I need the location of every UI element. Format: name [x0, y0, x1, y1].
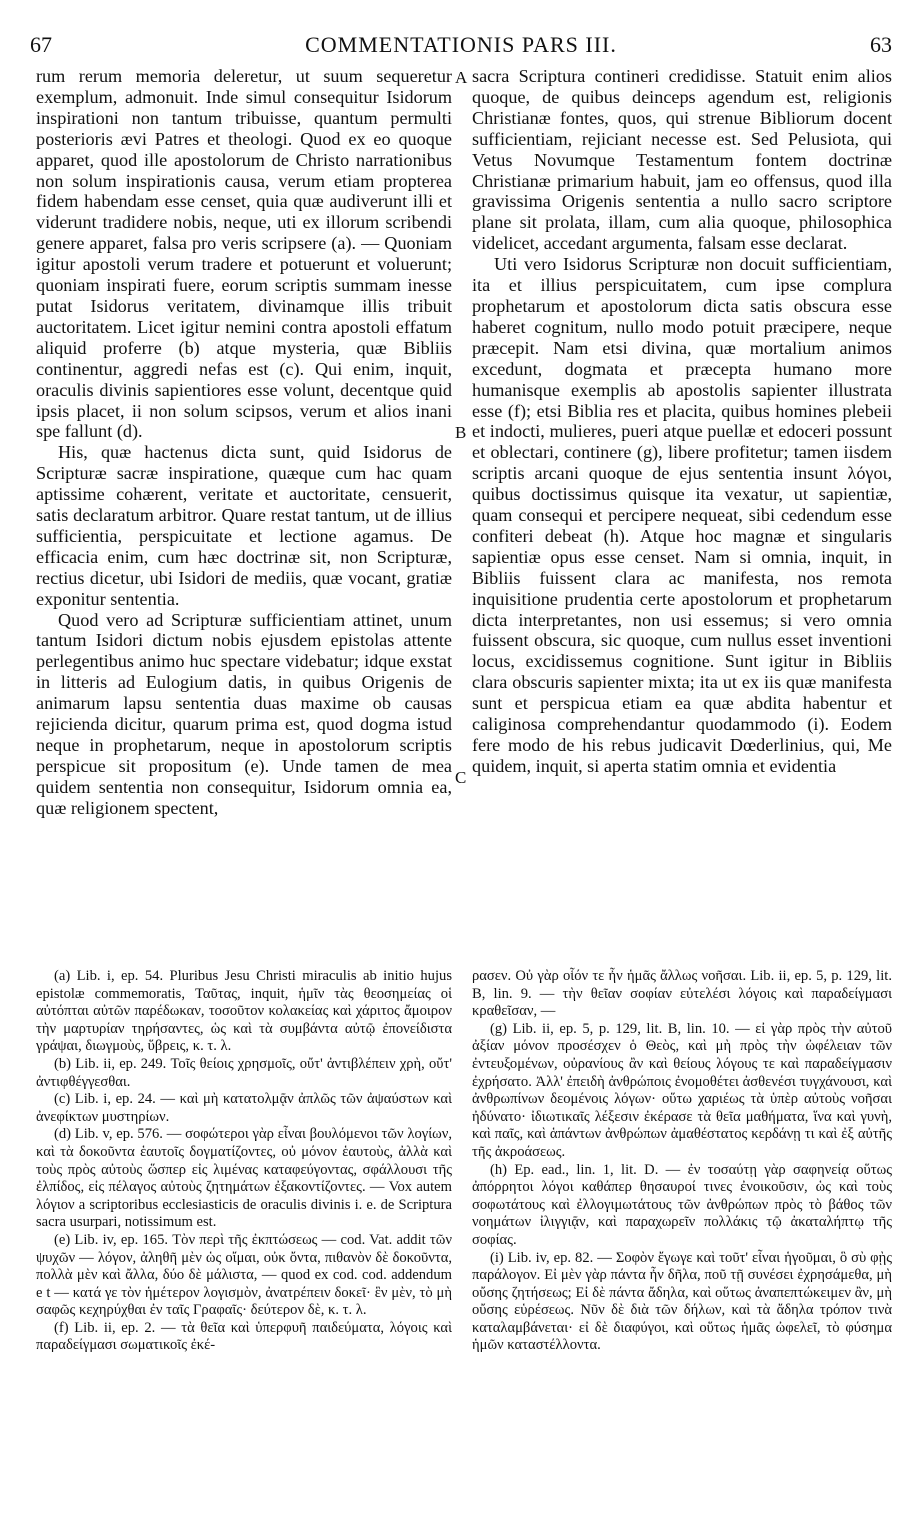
running-title: COMMENTATIONIS PARS III. [305, 32, 617, 57]
paragraph: Uti vero Isidorus Scripturæ non docuit sufficientiam, ita et illius perspicuitatem, cum ipse complura prophetarum et apostolorum dicta satis obscura esse haberet cognitum, nullo modo potuit præcipere, neque præcepit. Nam etsi divina, quæ mortalium animos excedunt, dogmata et præcepta humano more humanisque exemplis ab apostolis sapienter illustrata esse (f); etsi Biblia res et placita, quibus homines plebeii et indocti, mulieres, pueri atque puellæ et edoceri possunt et oblectari, continere (g), libere profitetur; tamen iisdem scriptis arcani quoque de ejus sententia insunt λόγοι, quibus doctissimus quisque ita vexatur, ut sapientiæ, quam consequi et percipere nequeat, sibi cedendum esse confiteri debeat (h). Atque hoc magnæ et singularis sapientiæ opus esse censet. Nam si omnia, inquit, in Bibliis fuissent clara ac manifesta, nos remota inquisitione prudentia certe apostolorum et prophetarum dicta interpretantes, non usi essemus; si vero omnia fuissent obscura, sic quoque, cum nullus esset inventioni locus, excidissemus cognitione. Sunt igitur in Bibliis clara obscuris sapienter mixta; ita ut ex iis quæ manifesta sunt et perspicua etiam ea quæ abdita habentur et caliginosa comprehendantur quodammodo (i). Eodem fere modo de his rebus judicavit Dœderlinius, qui, Me quidem, inquit, si aperta statim omnia et evidentia [472, 254, 892, 776]
footnotes-left [36, 968, 452, 1355]
footnote-i: (i) Lib. iv, ep. 82. — Σοφὸν ἔγωγε καὶ τοῦτ' εἶναι ἡγοῦμαι, ὃ σὺ φῂς παράλογον. Εἰ μὲν γὰρ πάντα ἦν δῆλα, ποῦ τῇ συνέσει ἐχρησάμεθα, μὴ οὔσης ζητήσεως; Εἰ δὲ πάντα ἄδηλα, καὶ οὕτως ἀναπεπτώκειμεν ἂν, μὴ οὔσης εὑρέσεως. Νῦν δὲ διὰ τῶν δήλων, καὶ τὰ ἄδηλα τρόπον τινὰ καταλαμβάνεται· εἰ δὲ διαφύγοι, καὶ οὕτως ἡμᾶς ὠφελεῖ, τὸ φύσημα ἡμῶν καταστέλλοντα. [472, 1249, 892, 1354]
page-number-right: 63 [870, 32, 892, 57]
right-text-column [472, 66, 892, 777]
paragraph: sacra Scriptura contineri credidisse. Statuit enim alios quoque, de quibus deinceps agendum est, religionis Christianæ fontes, quos, qui strenue Bibliorum docent sufficientiam, rejiciant necesse est. Sed Pelusiota, qui Vetus Novumque Testamentum fontem doctrinæ Christianæ primarium habuit, jam eo offensus, quod illa gravissima Origenis sententia a nullo sacro scriptore plane sit prolata, illam, cum alia quoque, philosophica videlicet, accedant argumenta, falsam esse declarat. [472, 66, 892, 254]
paragraph: His, quæ hactenus dicta sunt, quid Isidorus de Scripturæ sacræ inspiratione, quæque cum hac quam aptissime cohærent, veritate et auctoritate, censuerit, satis declaratum arbitror. Quare restat tantum, ut de illius sufficientia, perspicuitate et lectione agamus. De efficacia enim, cum hæc doctrinæ sit, non Scripturæ, rectius dicetur, ubi Isidori de mediis, quæ vocant, gratiæ exponitur sententia. [36, 442, 452, 609]
footnote-b: (b) Lib. ii, ep. 249. Τοῖς θείοις χρησμοῖς, οὔτ' ἀντιβλέπειν χρὴ, οὔτ' ἀντιφθέγγεσθαι. [36, 1055, 452, 1090]
page-number-left: 67 [30, 32, 52, 57]
footnote-g: (g) Lib. ii, ep. 5, p. 129, lit. B, lin. 10. — εἰ γὰρ πρὸς τὴν αὐτοῦ ἀξίαν μόνον προσέσχεν ὁ Θεὸς, καὶ μὴ πρὸς τὴν ὠφέλειαν τῶν ἐντευξομένων, οὐρανίους ἂν καὶ θείους λόγους τε καὶ παραδείγμασιν ἐχρήσατο. Ἀλλ' ἐπειδὴ ἀνθρώποις ἐνομοθέτει ἀσθενέσι τυγχάνουσι, καὶ ἀνθρωπίνων δεομένοις λόγων· οὕτω χαριέως τὰ ὑπὲρ αὐτοὺς νοῆσαι ἠδύνατο· ἰδιωτικαῖς λέξεσιν ἐκέρασε τὰ θεῖα μαθήματα, ἵνα καὶ γυνὴ, καὶ παῖς, καὶ ἁπάντων ἀνθρώπων ἀμαθέστατος κερδάνῃ τι καὶ ἐξ αὐτῆς τῆς ἀκροάσεως. [472, 1020, 892, 1160]
left-text-column [36, 66, 452, 819]
footnote-f: (f) Lib. ii, ep. 2. — τὰ θεῖα καὶ ὑπερφυῆ παιδεύματα, λόγοις καὶ παραδείγμασι σωματικοῖς ἐκέ- [36, 1319, 452, 1354]
page-header [30, 32, 892, 62]
paragraph: rum rerum memoria deleretur, ut suum sequeretur exemplum, admonuit. Inde simul consequitur Isidorum inspirationi non tantum tribuisse, quantum permulti posterioris ævi Patres et theologi. Quod ex eo quoque apparet, quod ille apostolorum de Christo narrationibus non solum inspirationis causa, verum etiam propterea fidem habendam esse censet, quia quæ audiverunt illi et viderunt tradidere nobis, neque, uti ex illorum scribendi genere apparet, falsa pro veris scripsere (a). — Quoniam igitur apostoli verum tradere et potuerunt et voluerunt; quoniam inspirati fuere, eorum scriptis summam inesse putat Isidorus veritatem, divinamque illis tribuit auctoritatem. Licet igitur nemini contra apostoli effatum aliquid proferre (b) atque mysteria, quæ Bibliis continentur, aggredi nefas est (c). Qui enim, inquit, oraculis divinis sapientiores esse volunt, decentque quid ipsis placet, ii non solum scipsos, verum et alios inani spe fallunt (d). [36, 66, 452, 442]
footnote-a: (a) Lib. i, ep. 54. Pluribus Jesu Christi miraculis ab initio hujus epistolæ commemoratis, Ταῦτας, inquit, ἡμῖν τὰς θεοσημείας οἱ αὐτόπται αὐτῶν παρέδωκαν, τοσοῦτον κολακείας καὶ χάριτος ἄμοιρον τὴν μαρτυρίαν τηρήσαντες, ὡς καὶ τὰ συμβάντα αὐτῷ ἐπονείδιστα γράψαι, διωγμοὺς, ὕβρεις, κ. τ. λ. [36, 968, 452, 1055]
footnote-e: (e) Lib. iv, ep. 165. Τὸν περὶ τῆς ἐκπτώσεως — cod. Vat. addit τῶν ψυχῶν — λόγον, ἀληθῆ μὲν ὡς οἴμαι, οὐκ ὄντα, πιθανὸν δὲ δοκοῦντα, πολλὰ μὲν καὶ ἄλλα, δύο δὲ μάλιστα, — quod ex cod. cod. addendum e t — κατά γε τὸν ἡμέτερον λογισμὸν, ἀνατρέπειν δοκεῖ· ἓν μὲν, τὸ μὴ σαφῶς κεχηρύχθαι ἐν ταῖς Γραφαῖς· δεύτερον δὲ, κ. τ. λ. [36, 1231, 452, 1319]
margin-letter-c: C [455, 768, 467, 787]
margin-letter-a: A [455, 68, 468, 87]
footnote-h: (h) Ep. ead., lin. 1, lit. D. — ἐν τοσαύτῃ γὰρ σαφηνείᾳ οὕτως ἀπόρρητοι λόγοι καθάπερ θησαυροί τινες ἐνοικοῦσιν, ὡς καὶ τοὺς σοφωτάτους καὶ ἐλλογιμωτάτους τῶν ἀνθρώπων πρὸς τὸ βάθος τῶν νοημάτων ἰλιγγιᾷν, καὶ παραχωρεῖν πολλάκις τῷ ἀκαταλήπτῳ τῆς σοφίας. [472, 1161, 892, 1248]
footnotes-right [472, 968, 892, 1355]
footnote-c: (c) Lib. i, ep. 24. — καὶ μὴ κατατολμᾷν ἀπλῶς τῶν ἀψαύστων καὶ ἀνεφίκτων μυστηρίων. [36, 1091, 452, 1125]
footnote-f-continued: ρασεν. Οὐ γὰρ οἷόν τε ἦν ἡμᾶς ἄλλως νοῆσαι. Lib. ii, ep. 5, p. 129, lit. B, lin. 9. — τὴν θεῖαν σοφίαν εὐτελέσι λόγοις καὶ παραδείγμασι κραθεῖσαν, — [472, 968, 892, 1020]
paragraph: Quod vero ad Scripturæ sufficientiam attinet, unum tantum Isidori dictum nobis ejusdem epistolas attente perlegentibus animo huc spectare videbatur; idque exstat in litteris ad Eulogium datis, in quibus Origenis de animarum lapsu sententia duas maxime ob causas rejicienda dicitur, quarum prima est, quod dogma istud neque in prophetarum, neque in apostolorum scriptis perspicue sit propositum (e). Unde tamen de mea quidem sententia non consequitur, Isidorum omnia ea, quæ religionem spectent, [36, 609, 452, 818]
footnote-d: (d) Lib. v, ep. 576. — σοφώτεροι γὰρ εἶναι βουλόμενοι τῶν λογίων, καὶ τὰ δοκοῦντα ἑαυτοῖς δογματίζοντες, οὐ μόνον ἑαυτοὺς, ἀλλὰ καὶ τοὺς πρὸς αὐτοὺς ὥσπερ εἰς λιμένας καταφεύγοντας, σφάλλουσι τῆς ἐλπίδος, εἰς πέλαγος αὐτοὺς ζητημάτων ἐξακοντίζοντες. — Vox autem λόγιον a scriptoribus ecclesiasticis de oraculis divinis i. e. de Scriptura sacra usurpari, notissimum est. [36, 1126, 452, 1231]
margin-letter-b: B [455, 423, 467, 442]
